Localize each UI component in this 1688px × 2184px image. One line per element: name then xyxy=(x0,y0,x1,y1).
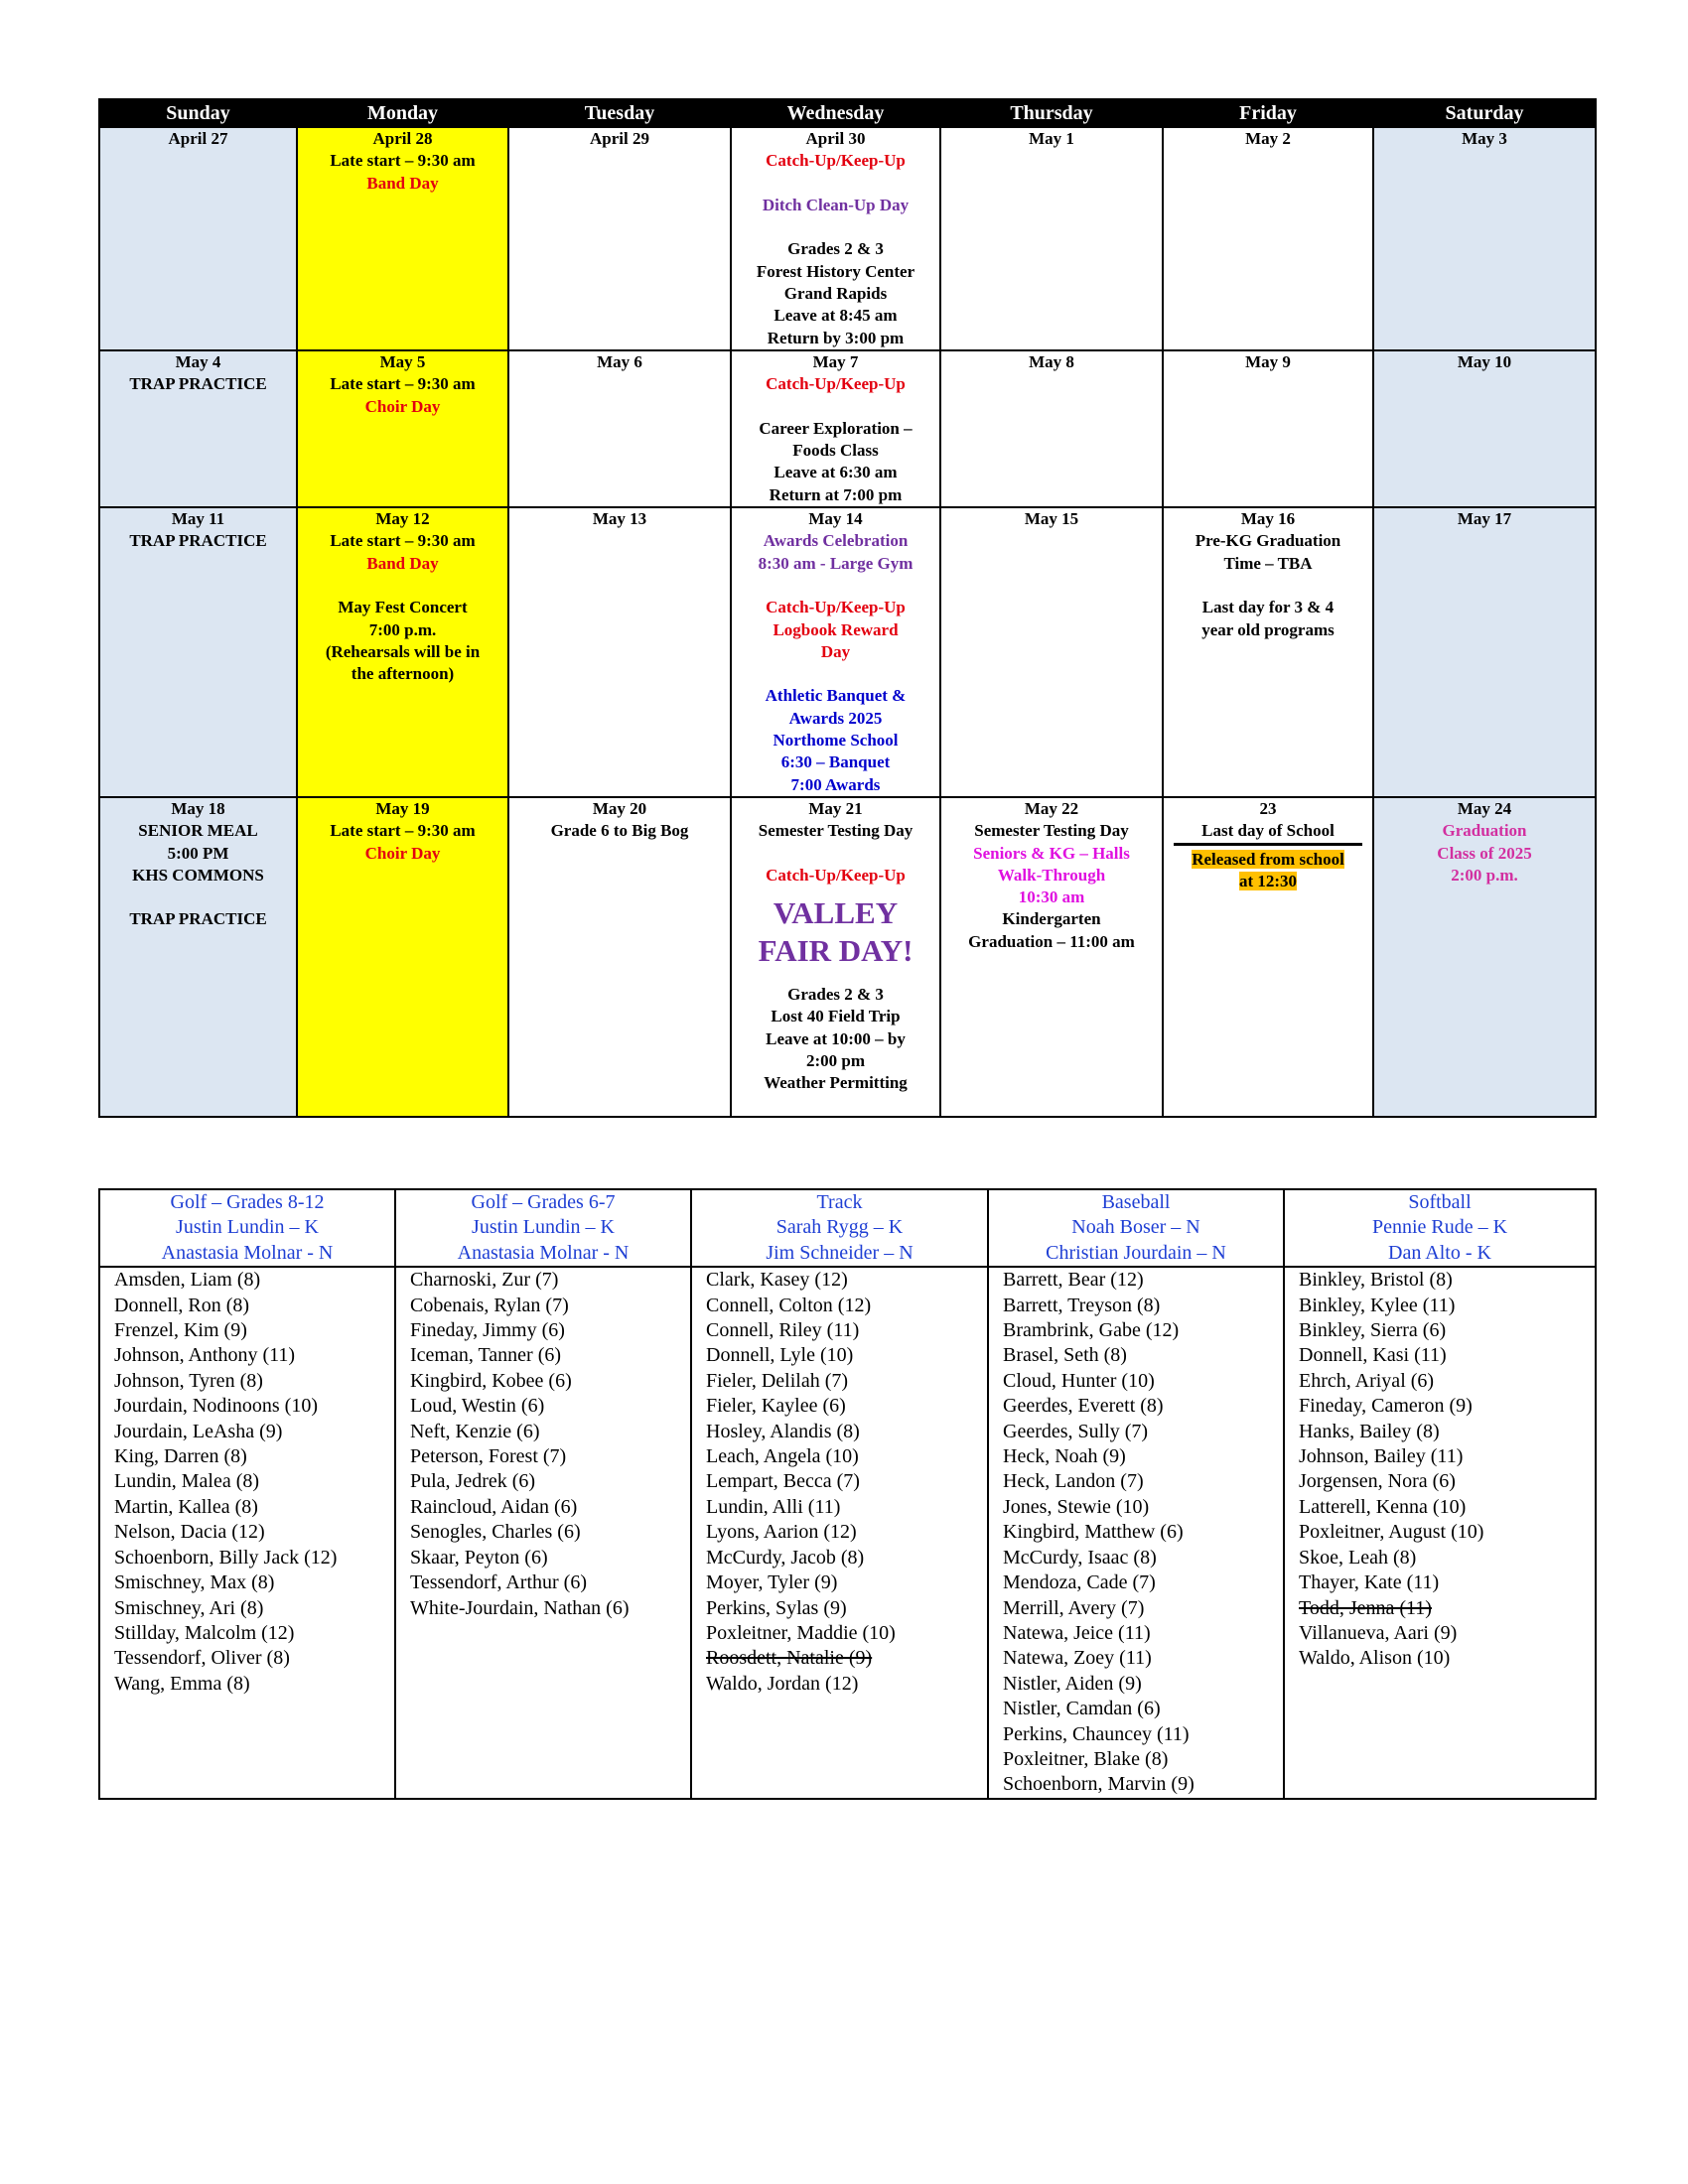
roster-player: Loud, Westin (6) xyxy=(410,1395,545,1418)
event-text: Return by 3:00 pm xyxy=(767,328,905,347)
event-text: May Fest Concert xyxy=(338,598,468,617)
roster-player: Waldo, Alison (10) xyxy=(1299,1647,1451,1670)
roster-player: Thayer, Kate (11) xyxy=(1299,1571,1440,1594)
event-band-day: Band Day xyxy=(366,173,439,193)
event-text: the afternoon) xyxy=(351,664,455,684)
event-trap-practice: TRAP PRACTICE xyxy=(129,374,267,394)
roster-player: Fineday, Cameron (9) xyxy=(1299,1395,1473,1418)
roster-player: Jorgensen, Nora (6) xyxy=(1299,1470,1456,1493)
event-catch-up: Catch-Up/Keep-Up xyxy=(766,151,906,171)
event-early-release: Released from school xyxy=(1192,849,1344,869)
roster-player: Charnoski, Zur (7) xyxy=(410,1269,559,1292)
event-late-start: Late start – 9:30 am xyxy=(330,151,476,171)
roster-player: Pula, Jedrek (6) xyxy=(410,1470,536,1493)
spring-sports-roster xyxy=(98,1188,1597,1800)
roster-player: Lempart, Becca (7) xyxy=(706,1470,860,1493)
roster-list-softball xyxy=(1284,1267,1596,1799)
roster-player: Kingbird, Kobee (6) xyxy=(410,1369,572,1392)
day-cell-april-28 xyxy=(297,127,508,350)
event-text: Weather Permitting xyxy=(764,1073,908,1093)
roster-player: Schoenborn, Billy Jack (12) xyxy=(114,1546,338,1569)
weekday-monday: Monday xyxy=(297,99,508,127)
day-date: April 28 xyxy=(372,129,433,148)
day-cell-may-18 xyxy=(99,797,297,1117)
roster-player: Moyer, Tyler (9) xyxy=(706,1571,838,1594)
roster-player: Waldo, Jordan (12) xyxy=(706,1672,859,1695)
event-text: Northome School xyxy=(773,731,899,751)
event-text: Class of 2025 xyxy=(1437,843,1532,863)
event-valley-fair: VALLEY xyxy=(773,895,899,931)
roster-player: Perkins, Sylas (9) xyxy=(706,1596,847,1619)
event-text: Lost 40 Field Trip xyxy=(771,1007,901,1026)
roster-player: Merrill, Avery (7) xyxy=(1003,1596,1145,1619)
roster-player: Ehrch, Ariyal (6) xyxy=(1299,1369,1435,1392)
event-text: 5:00 PM xyxy=(167,843,229,863)
day-date: May 7 xyxy=(812,351,859,371)
roster-player: Skoe, Leah (8) xyxy=(1299,1546,1417,1569)
event-text: 2:00 p.m. xyxy=(1451,865,1518,885)
roster-player: White-Jourdain, Nathan (6) xyxy=(410,1596,630,1619)
event-text: 8:30 am - Large Gym xyxy=(758,553,914,573)
event-text: Career Exploration – xyxy=(759,418,913,438)
roster-player: Nistler, Aiden (9) xyxy=(1003,1672,1142,1695)
event-text: Walk-Through xyxy=(997,865,1106,885)
roster-player: Smischney, Max (8) xyxy=(114,1571,275,1594)
event-text: Grades 2 & 3 xyxy=(787,985,884,1005)
weekday-sunday: Sunday xyxy=(99,99,297,127)
roster-player: Brasel, Seth (8) xyxy=(1003,1344,1127,1367)
roster-player: Cloud, Hunter (10) xyxy=(1003,1369,1155,1392)
event-text: Return at 7:00 pm xyxy=(769,484,903,504)
day-cell-may-24 xyxy=(1373,797,1596,1117)
event-text: Grades 2 & 3 xyxy=(787,239,884,259)
event-text: Awards Celebration xyxy=(763,531,909,551)
event-text: Leave at 8:45 am xyxy=(774,306,898,326)
day-date: April 30 xyxy=(805,129,866,148)
day-cell-may-8 xyxy=(940,350,1163,507)
event-choir-day: Choir Day xyxy=(364,843,441,863)
roster-header-golf-6-7: Golf – Grades 6-7 Justin Lundin – K Anastasia Molnar - N xyxy=(395,1189,691,1267)
roster-player: Nistler, Camdan (6) xyxy=(1003,1698,1161,1720)
day-date: May 3 xyxy=(1462,129,1507,148)
roster-player: Fieler, Delilah (7) xyxy=(706,1369,849,1392)
event-text: Grand Rapids xyxy=(783,284,888,304)
event-text: Semester Testing Day xyxy=(758,821,914,841)
day-cell-may-2 xyxy=(1163,127,1373,350)
roster-player: Barrett, Treyson (8) xyxy=(1003,1294,1161,1316)
roster-player: King, Darren (8) xyxy=(114,1445,247,1468)
event-text: year old programs xyxy=(1201,619,1335,639)
event-choir-day: Choir Day xyxy=(364,396,441,416)
day-cell-may-4 xyxy=(99,350,297,507)
weekday-header-row xyxy=(99,99,1596,127)
day-cell-may-12 xyxy=(297,507,508,797)
roster-player: Stillday, Malcolm (12) xyxy=(114,1621,295,1644)
roster-player: Barrett, Bear (12) xyxy=(1003,1269,1144,1292)
event-trap-practice: TRAP PRACTICE xyxy=(129,909,267,929)
day-date: May 8 xyxy=(1029,351,1074,371)
event-band-day: Band Day xyxy=(366,553,439,573)
weekday-thursday: Thursday xyxy=(940,99,1163,127)
roster-header-softball: Softball Pennie Rude – K Dan Alto - K xyxy=(1284,1189,1596,1267)
roster-player: Fieler, Kaylee (6) xyxy=(706,1395,846,1418)
roster-player: Peterson, Forest (7) xyxy=(410,1445,567,1468)
day-date: May 20 xyxy=(592,798,647,818)
event-text: Time – TBA xyxy=(1223,553,1313,573)
day-date: May 15 xyxy=(1024,509,1079,529)
roster-player: Senogles, Charles (6) xyxy=(410,1521,581,1544)
roster-player: Wang, Emma (8) xyxy=(114,1672,250,1695)
day-date: May 16 xyxy=(1240,509,1296,529)
event-valley-fair: FAIR DAY! xyxy=(758,933,914,969)
day-cell-may-16 xyxy=(1163,507,1373,797)
event-graduation: Graduation xyxy=(1442,821,1527,841)
day-cell-april-29 xyxy=(508,127,731,350)
roster-player: Natewa, Zoey (11) xyxy=(1003,1647,1152,1670)
roster-list-golf-6-7 xyxy=(395,1267,691,1799)
event-catch-up: Catch-Up/Keep-Up xyxy=(766,865,906,885)
monthly-calendar xyxy=(98,98,1597,1118)
roster-player: Lyons, Aarion (12) xyxy=(706,1521,857,1544)
roster-player: Roosdett, Natalie (9) xyxy=(706,1647,873,1670)
roster-names-row xyxy=(99,1267,1596,1799)
day-date: May 17 xyxy=(1457,509,1512,529)
event-text: Grade 6 to Big Bog xyxy=(550,821,689,841)
day-date: April 29 xyxy=(590,129,649,148)
roster-player: Tessendorf, Arthur (6) xyxy=(410,1571,587,1594)
roster-player: Natewa, Jeice (11) xyxy=(1003,1621,1151,1644)
event-text: SENIOR MEAL xyxy=(138,821,258,841)
roster-player: Donnell, Lyle (10) xyxy=(706,1344,854,1367)
event-text: KHS COMMONS xyxy=(132,865,264,885)
day-date: May 21 xyxy=(808,798,863,818)
roster-player: Tessendorf, Oliver (8) xyxy=(114,1647,290,1670)
roster-player: Lundin, Malea (8) xyxy=(114,1470,260,1493)
roster-player: Heck, Noah (9) xyxy=(1003,1445,1126,1468)
roster-player: Neft, Kenzie (6) xyxy=(410,1420,540,1442)
event-text: Seniors & KG – Halls xyxy=(973,843,1130,863)
roster-list-baseball xyxy=(988,1267,1284,1799)
day-cell-may-5 xyxy=(297,350,508,507)
event-late-start: Late start – 9:30 am xyxy=(330,531,476,551)
roster-player: Binkley, Kylee (11) xyxy=(1299,1294,1456,1316)
day-date: May 13 xyxy=(592,509,647,529)
roster-list-track xyxy=(691,1267,988,1799)
roster-player: Raincloud, Aidan (6) xyxy=(410,1495,578,1518)
roster-player: Geerdes, Everett (8) xyxy=(1003,1395,1164,1418)
day-date: May 10 xyxy=(1457,351,1512,371)
day-date: May 19 xyxy=(375,798,430,818)
day-date: May 12 xyxy=(375,509,430,529)
event-ditch-clean-up: Ditch Clean-Up Day xyxy=(762,195,910,214)
event-text: Graduation – 11:00 am xyxy=(968,931,1135,951)
event-catch-up: Catch-Up/Keep-Up xyxy=(766,374,906,394)
day-date: May 11 xyxy=(171,509,225,529)
roster-player: McCurdy, Jacob (8) xyxy=(706,1546,865,1569)
roster-player: Binkley, Sierra (6) xyxy=(1299,1319,1447,1342)
day-cell-may-15 xyxy=(940,507,1163,797)
roster-list-golf-8-12 xyxy=(99,1267,395,1799)
roster-player: Donnell, Ron (8) xyxy=(114,1294,250,1316)
weekday-wednesday: Wednesday xyxy=(731,99,940,127)
day-date: May 24 xyxy=(1457,798,1512,818)
roster-player: Amsden, Liam (8) xyxy=(114,1269,261,1292)
roster-player: Jourdain, LeAsha (9) xyxy=(114,1420,283,1442)
day-cell-may-21 xyxy=(731,797,940,1117)
day-cell-april-30 xyxy=(731,127,940,350)
day-cell-may-6 xyxy=(508,350,731,507)
roster-player: Brambrink, Gabe (12) xyxy=(1003,1319,1180,1342)
event-text: Awards 2025 xyxy=(788,708,883,728)
calendar-week-4 xyxy=(99,797,1596,1117)
roster-player: Poxleitner, Maddie (10) xyxy=(706,1621,896,1644)
day-cell-april-27 xyxy=(99,127,297,350)
calendar-week-3 xyxy=(99,507,1596,797)
roster-player: Johnson, Tyren (8) xyxy=(114,1369,263,1392)
calendar-week-1 xyxy=(99,127,1596,350)
roster-player: Connell, Riley (11) xyxy=(706,1319,860,1342)
day-date: April 27 xyxy=(168,129,228,148)
roster-player: Binkley, Bristol (8) xyxy=(1299,1269,1453,1292)
day-date: May 1 xyxy=(1029,129,1074,148)
roster-player: Geerdes, Sully (7) xyxy=(1003,1420,1149,1442)
day-date: May 6 xyxy=(597,351,642,371)
roster-player: Cobenais, Rylan (7) xyxy=(410,1294,569,1316)
event-text: Leave at 6:30 am xyxy=(774,463,898,482)
weekday-friday: Friday xyxy=(1163,99,1373,127)
event-last-day: Last day of School xyxy=(1174,820,1362,845)
roster-player: Johnson, Anthony (11) xyxy=(114,1344,296,1367)
event-late-start: Late start – 9:30 am xyxy=(330,374,476,394)
roster-player: Poxleitner, Blake (8) xyxy=(1003,1747,1169,1770)
day-date: May 5 xyxy=(379,351,426,371)
roster-header-baseball: Baseball Noah Boser – N Christian Jourdain – N xyxy=(988,1189,1284,1267)
event-catch-up: Catch-Up/Keep-Up xyxy=(766,598,906,617)
event-text: 10:30 am xyxy=(1018,887,1085,907)
roster-player: Jourdain, Nodinoons (10) xyxy=(114,1395,318,1418)
roster-player: Frenzel, Kim (9) xyxy=(114,1319,247,1342)
day-cell-may-7 xyxy=(731,350,940,507)
event-text: 2:00 pm xyxy=(805,1050,866,1070)
day-cell-may-1 xyxy=(940,127,1163,350)
roster-player: Nelson, Dacia (12) xyxy=(114,1521,265,1544)
event-text: Forest History Center xyxy=(756,261,915,281)
day-cell-may-13 xyxy=(508,507,731,797)
event-text: Logbook Reward xyxy=(773,619,899,639)
roster-header-track: Track Sarah Rygg – K Jim Schneider – N xyxy=(691,1189,988,1267)
event-text: Pre-KG Graduation xyxy=(1195,531,1341,551)
day-date: May 22 xyxy=(1024,798,1079,818)
roster-player: Fineday, Jimmy (6) xyxy=(410,1319,565,1342)
roster-player: Latterell, Kenna (10) xyxy=(1299,1495,1467,1518)
day-date: 23 xyxy=(1259,798,1277,818)
roster-player: Martin, Kallea (8) xyxy=(114,1495,258,1518)
day-cell-may-20 xyxy=(508,797,731,1117)
roster-player: Mendoza, Cade (7) xyxy=(1003,1571,1156,1594)
roster-player: Skaar, Peyton (6) xyxy=(410,1546,548,1569)
event-text: Kindergarten xyxy=(1002,909,1101,929)
roster-player: Heck, Landon (7) xyxy=(1003,1470,1144,1493)
event-text: Day xyxy=(820,641,851,661)
event-text: Semester Testing Day xyxy=(974,821,1129,841)
event-text: Athletic Banquet & xyxy=(765,686,907,706)
roster-player: Donnell, Kasi (11) xyxy=(1299,1344,1447,1367)
roster-player: Hanks, Bailey (8) xyxy=(1299,1420,1440,1442)
roster-player: McCurdy, Isaac (8) xyxy=(1003,1546,1157,1569)
roster-player: Clark, Kasey (12) xyxy=(706,1269,848,1292)
day-date: May 14 xyxy=(808,509,863,529)
roster-player: Jones, Stewie (10) xyxy=(1003,1495,1150,1518)
roster-player: Poxleitner, August (10) xyxy=(1299,1521,1484,1544)
day-cell-may-10 xyxy=(1373,350,1596,507)
roster-player: Villanueva, Aari (9) xyxy=(1299,1621,1458,1644)
roster-player: Johnson, Bailey (11) xyxy=(1299,1445,1464,1468)
calendar-week-2 xyxy=(99,350,1596,507)
event-text: Foods Class xyxy=(792,441,879,461)
weekday-saturday: Saturday xyxy=(1373,99,1596,127)
day-cell-may-19 xyxy=(297,797,508,1117)
day-date: May 4 xyxy=(175,351,221,371)
roster-player: Perkins, Chauncey (11) xyxy=(1003,1722,1190,1745)
event-text: Leave at 10:00 – by xyxy=(766,1028,906,1048)
roster-player: Hosley, Alandis (8) xyxy=(706,1420,860,1442)
roster-player: Smischney, Ari (8) xyxy=(114,1596,264,1619)
event-text: 6:30 – Banquet xyxy=(780,752,891,772)
day-cell-may-22 xyxy=(940,797,1163,1117)
day-cell-may-23 xyxy=(1163,797,1373,1117)
roster-player: Schoenborn, Marvin (9) xyxy=(1003,1773,1195,1796)
day-cell-may-11 xyxy=(99,507,297,797)
event-trap-practice: TRAP PRACTICE xyxy=(129,531,267,551)
event-text: (Rehearsals will be in xyxy=(325,641,481,661)
roster-player: Leach, Angela (10) xyxy=(706,1445,859,1468)
day-date: May 18 xyxy=(171,798,225,818)
day-cell-may-3 xyxy=(1373,127,1596,350)
roster-player: Todd, Jenna (11) xyxy=(1299,1596,1432,1619)
event-early-release-time: at 12:30 xyxy=(1238,871,1298,890)
event-text: 7:00 Awards xyxy=(790,774,881,794)
roster-player: Connell, Colton (12) xyxy=(706,1294,872,1316)
day-cell-may-14 xyxy=(731,507,940,797)
roster-player: Kingbird, Matthew (6) xyxy=(1003,1521,1184,1544)
roster-player: Iceman, Tanner (6) xyxy=(410,1344,562,1367)
day-date: May 9 xyxy=(1245,351,1291,371)
event-late-start: Late start – 9:30 am xyxy=(330,821,476,841)
roster-header-row xyxy=(99,1189,1596,1267)
day-cell-may-17 xyxy=(1373,507,1596,797)
event-text: Last day for 3 & 4 xyxy=(1201,598,1335,617)
day-cell-may-9 xyxy=(1163,350,1373,507)
roster-player: Lundin, Alli (11) xyxy=(706,1495,841,1518)
day-date: May 2 xyxy=(1245,129,1291,148)
weekday-tuesday: Tuesday xyxy=(508,99,731,127)
event-text: 7:00 p.m. xyxy=(368,619,437,639)
roster-header-golf-8-12: Golf – Grades 8-12 Justin Lundin – K Anastasia Molnar - N xyxy=(99,1189,395,1267)
